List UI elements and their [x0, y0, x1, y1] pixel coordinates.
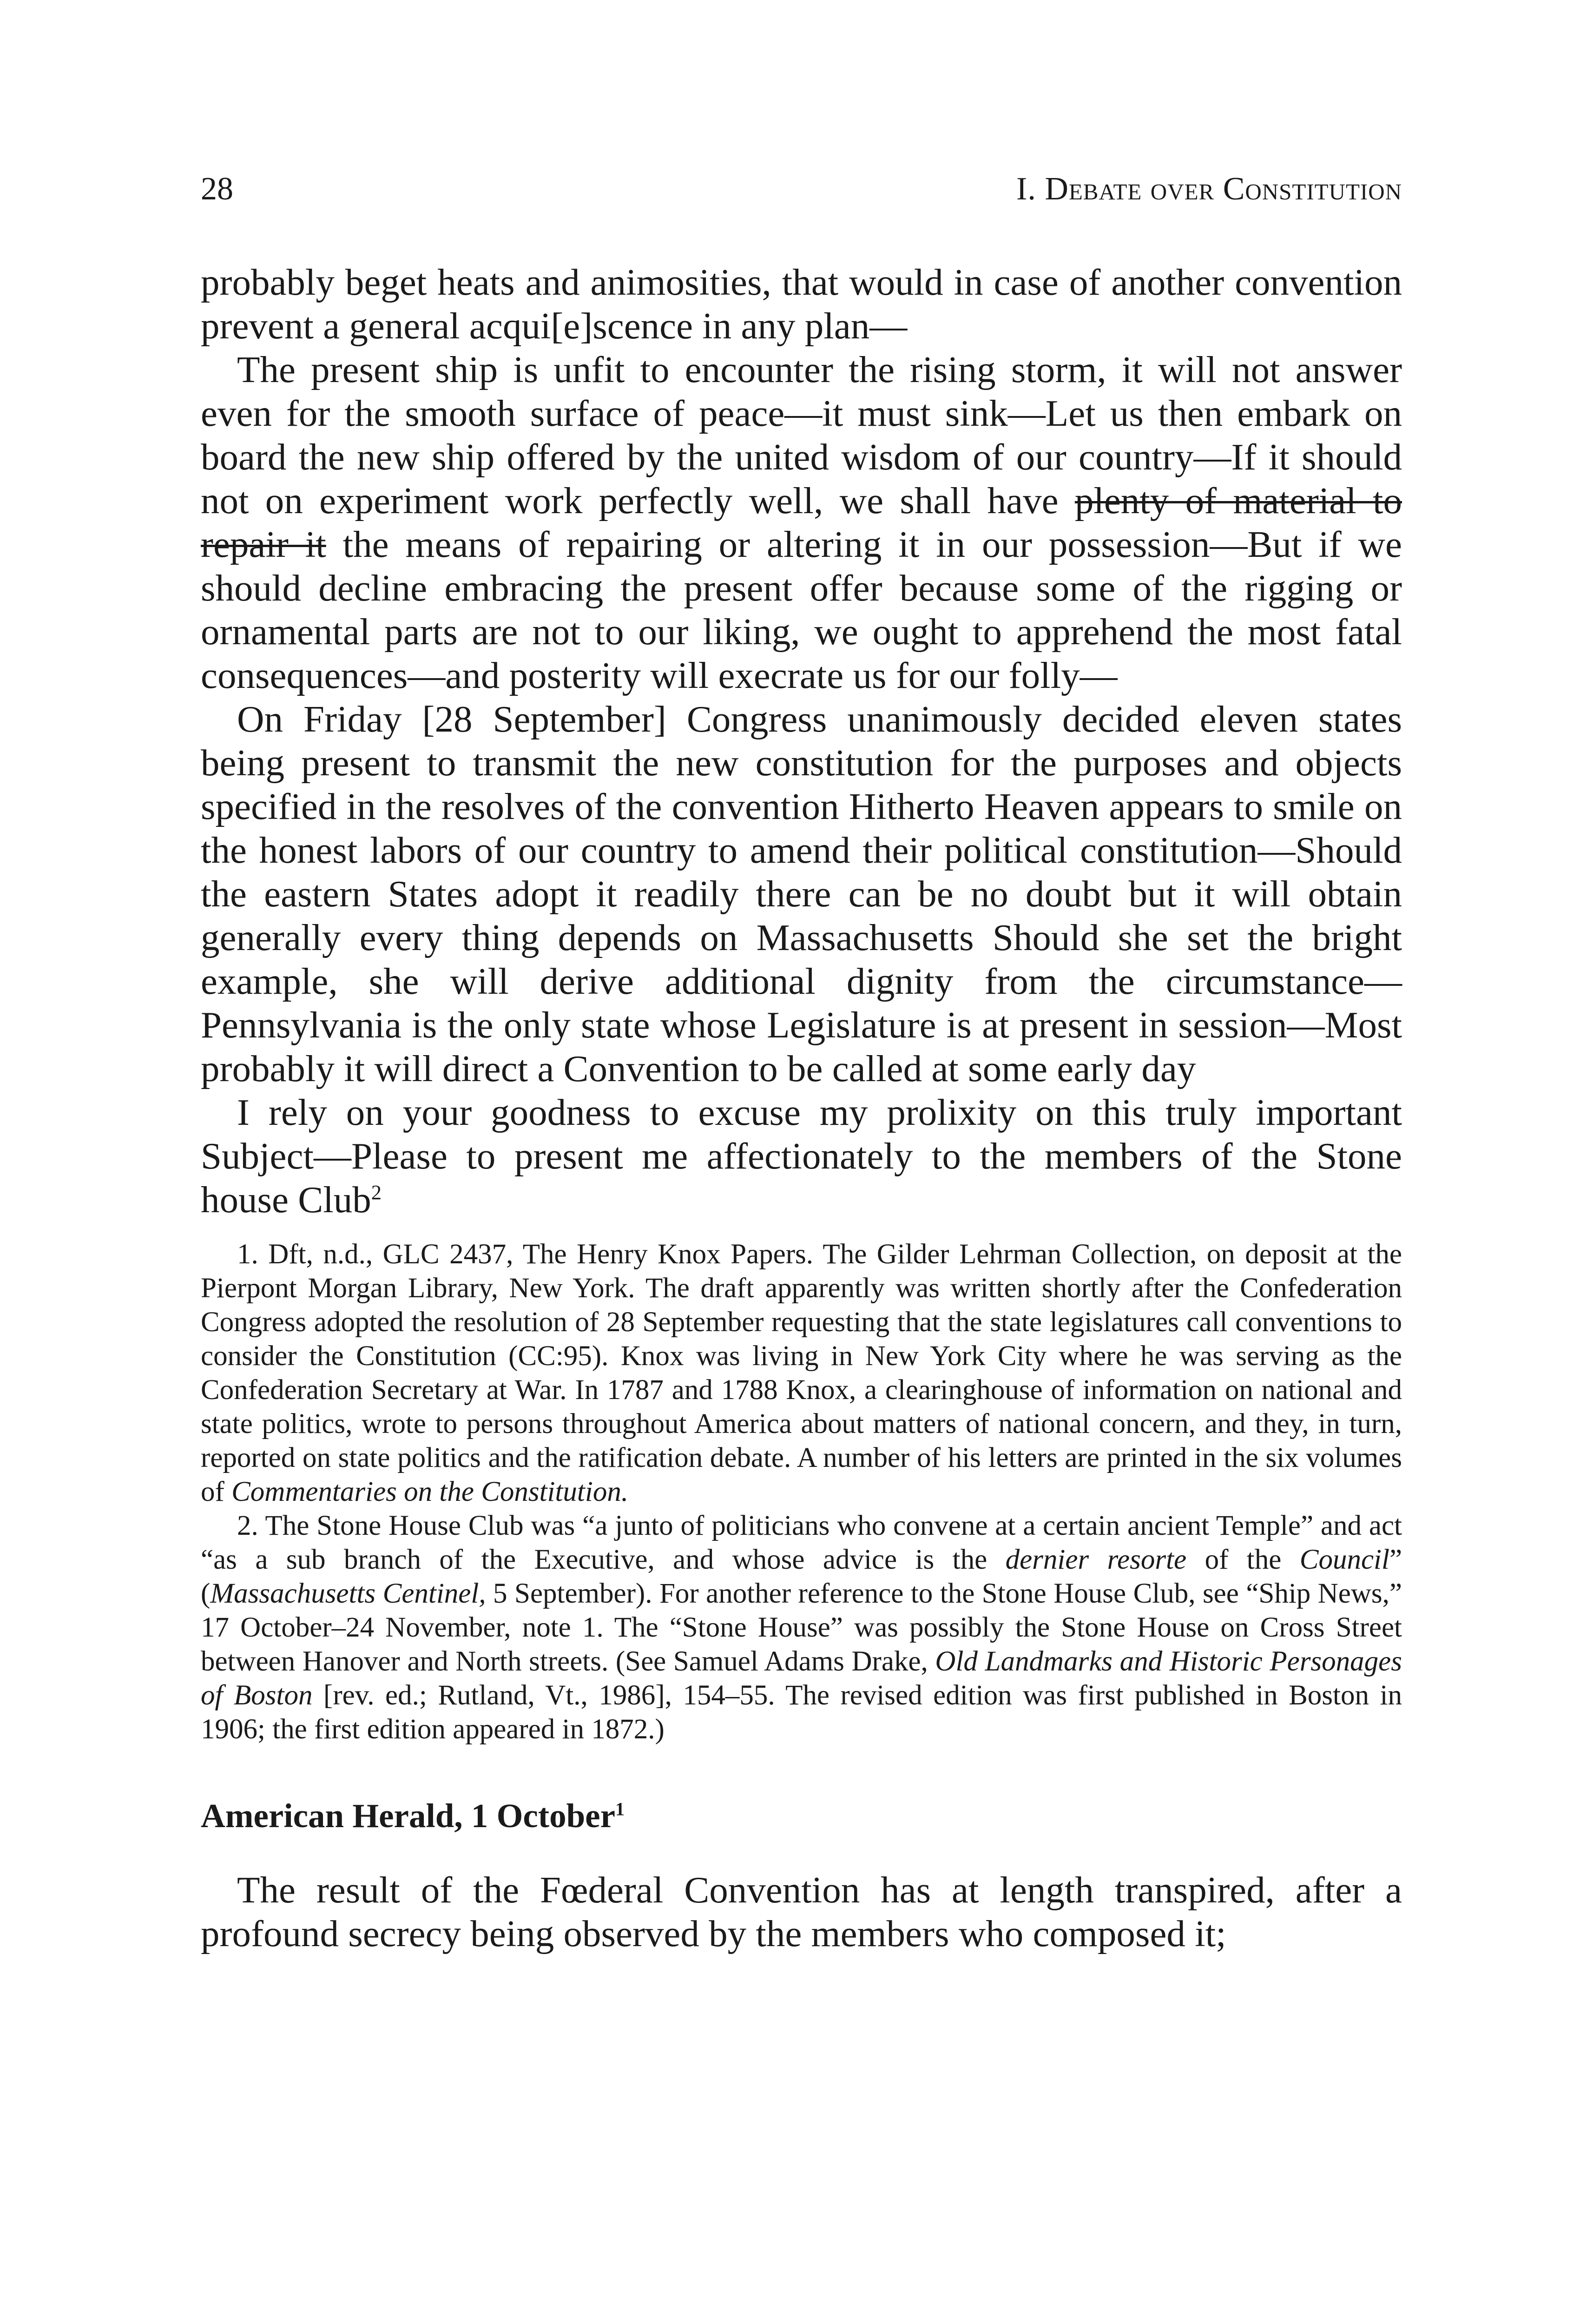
letter-body: [201, 260, 1402, 1221]
running-title: I. Debate over Constitution: [1016, 171, 1402, 207]
footnote-2-text-d: 5 September). For another reference to the Stone House Club, see “Ship News,” 17 October–24 November, note 1. The “Stone House” was possibly the Stone House on Cross Street between Hanover and North streets. (See Samuel Adams Drake,: [201, 1578, 1402, 1677]
paragraph-2-text-a: The present ship is unfit to encounter the rising storm, it will not answer even for the smooth surface of peace—it must sink—Let us then embark on board the new ship offered by the united wisdom of our country—If it should not on experiment work perfectly well, we shall have: [201, 349, 1402, 522]
section-paragraph: The result of the Fœderal Convention has at length transpired, after a profound secrecy being observed by the members who composed it;: [201, 1869, 1402, 1954]
struck-text: plenty of material to repair it: [201, 480, 1402, 565]
footnote-2-text-b: of the: [1186, 1544, 1300, 1575]
footnotes: [201, 1237, 1402, 1746]
paragraph-4-text: I rely on your goodness to excuse my prolixity on this truly important Subject—Please to present me affectionately to the members of the Stone house Club: [201, 1091, 1402, 1221]
section-heading-text: American Herald, 1 October: [201, 1797, 615, 1835]
footnote-2-italic-4: Old Landmarks and Historic Personages of Boston: [201, 1646, 1402, 1711]
footnote-2: [201, 1509, 1402, 1746]
section-footnote-ref: 1: [615, 1798, 625, 1820]
footnote-2-text-e: [rev. ed.; Rutland, Vt., 1986], 154–55. The revised edition was first published in Boston in 1906; the first edition appeared in 1872.): [201, 1680, 1402, 1745]
footnote-2-italic-3: Massachusetts Centinel,: [210, 1578, 486, 1609]
footnote-ref-2: 2: [371, 1181, 382, 1204]
footnote-2-italic-1: dernier resorte: [1005, 1544, 1187, 1575]
paragraph-4: [201, 1090, 1402, 1221]
footnote-1-title: Commentaries on the Constitution.: [231, 1476, 629, 1507]
running-head: [201, 173, 1402, 205]
footnote-2-italic-2: Council: [1299, 1544, 1389, 1575]
paragraph-1: probably beget heats and animosities, that would in case of another convention prevent a general acqui[e]scence in any plan—: [201, 261, 1402, 347]
paragraph-3: On Friday [28 September] Congress unanimously decided eleven states being present to transmit the new constitution for the purposes and objects specified in the resolves of the convention Hitherto Heaven appears to smile on the honest labors of our country to amend their political constitution—Should the eastern States adopt it readily there can be no doubt but it will obtain generally every thing depends on Massachusetts Should she set the bright example, she will derive additional dignity from the circumstance—Pennsylvania is the only state whose Legislature is at present in session—Most probably it will direct a Convention to be called at some early day: [201, 698, 1402, 1089]
section-body: [201, 1868, 1402, 1955]
paragraph-2-text-b: the means of repairing or altering it in our possession—But if we should decline embracing the present offer because some of the rigging or ornamental parts are not to our liking, we ought to apprehend the most fatal consequences—and posterity will execrate us for our folly—: [201, 523, 1402, 696]
footnote-2-text-c: ” (: [201, 1544, 1402, 1609]
document-page: [201, 173, 1402, 1955]
section-heading: [201, 1796, 1402, 1835]
page-number: 28: [201, 171, 233, 207]
footnote-2-text-a: 2. The Stone House Club was “a junto of politicians who convene at a certain ancient Temple” and act “as a sub branch of the Executive, and whose advice is the: [201, 1510, 1402, 1575]
footnote-1: [201, 1237, 1402, 1509]
footnote-1-text: 1. Dft, n.d., GLC 2437, The Henry Knox Papers. The Gilder Lehrman Collection, on deposit at the Pierpont Morgan Library, New York. The draft apparently was written shortly after the Confederation Congress adopted the resolution of 28 September requesting that the state legislatures call conventions to consider the Constitution (CC:95). Knox was living in New York City where he was serving as the Confederation Secretary at War. In 1787 and 1788 Knox, a clearinghouse of information on national and state politics, wrote to persons throughout America about matters of national concern, and they, in turn, reported on state politics and the ratification debate. A number of his letters are printed in the six volumes of: [201, 1239, 1402, 1507]
paragraph-2: [201, 348, 1402, 697]
